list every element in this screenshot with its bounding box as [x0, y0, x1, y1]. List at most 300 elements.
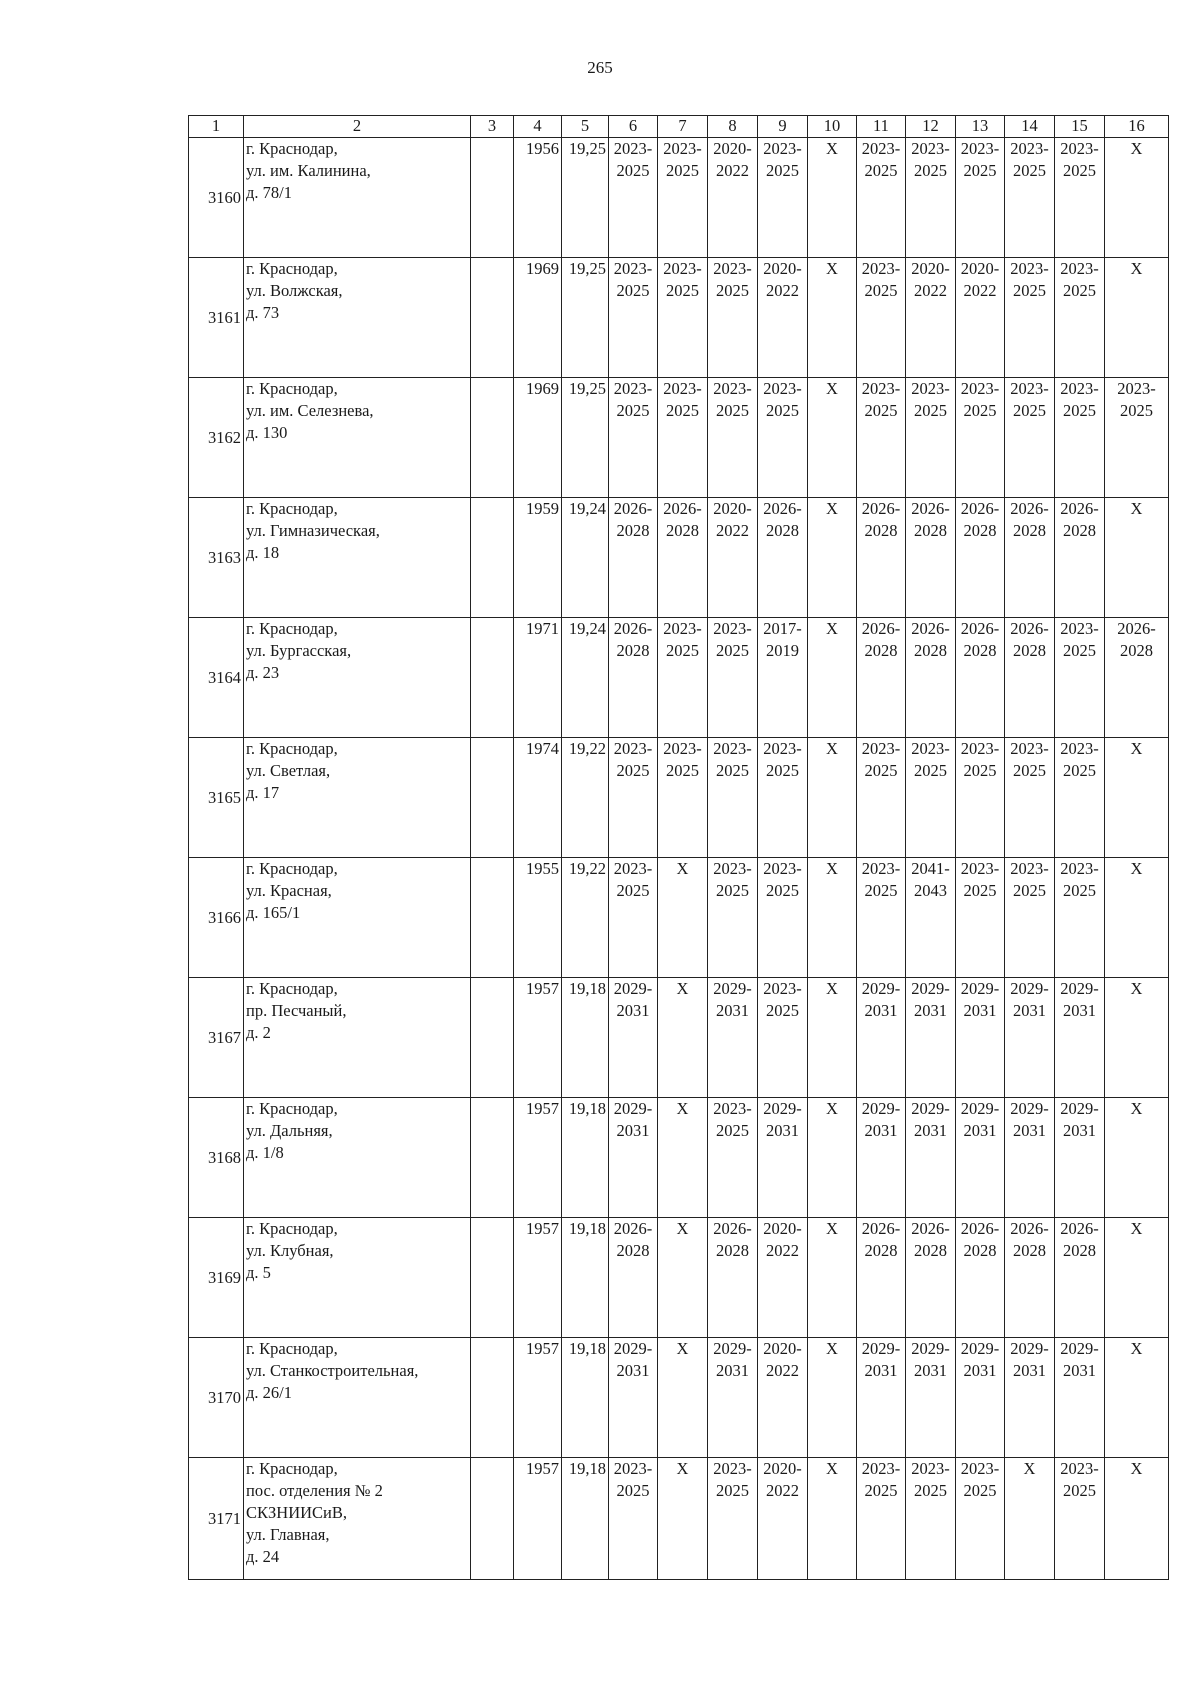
period-value: 2020- [763, 259, 802, 278]
period-value: 2017- [763, 619, 802, 638]
period-cell [1105, 738, 1169, 858]
period-cell [1055, 1458, 1105, 1580]
period-cell [808, 1338, 857, 1458]
registry-table [188, 115, 1169, 1580]
period-value: Х [1130, 1219, 1143, 1238]
period-cell [609, 258, 658, 378]
period-cell [906, 978, 956, 1098]
period-cell [956, 978, 1005, 1098]
period-value: 2023- [713, 1099, 752, 1118]
period-value: 2023- [1010, 739, 1049, 758]
period-value: 2025 [1013, 761, 1046, 780]
period-cell [906, 498, 956, 618]
period-cell [808, 978, 857, 1098]
period-value: Х [826, 739, 838, 758]
period-value: Х [676, 979, 689, 998]
address-line: ул. Красная, [246, 881, 332, 900]
period-value: 2025 [766, 401, 799, 420]
period-value: 2029- [1010, 979, 1049, 998]
column-header: 6 [609, 116, 658, 138]
period-cell [609, 618, 658, 738]
column-3-cell [471, 1458, 514, 1580]
period-cell [1005, 738, 1055, 858]
period-value: 2029- [1060, 1339, 1099, 1358]
period-value: 2025 [666, 401, 699, 420]
period-value: 2028 [616, 521, 650, 540]
period-cell [1105, 498, 1169, 618]
rate-cell: 19,24 [562, 498, 609, 618]
address-line: д. 78/1 [246, 183, 292, 202]
period-value: 2028 [666, 521, 699, 540]
period-value: 2028 [963, 521, 997, 540]
period-value: 2025 [666, 641, 699, 660]
period-value: 2026- [960, 1219, 1000, 1238]
period-value: 2023- [713, 739, 752, 758]
period-cell [708, 618, 758, 738]
period-value: 2026- [1117, 619, 1156, 638]
year-cell: 1959 [514, 498, 562, 618]
period-value: 2023- [613, 739, 653, 758]
period-value: 2025 [1063, 881, 1096, 900]
period-cell [906, 378, 956, 498]
period-value: 2029- [1060, 979, 1099, 998]
period-value: 2026- [861, 1219, 901, 1238]
period-value: Х [826, 1459, 838, 1478]
period-value: 2025 [1063, 641, 1096, 660]
address-line: д. 5 [246, 1263, 271, 1282]
period-value: 2025 [864, 881, 898, 900]
period-value: 2029- [713, 1339, 752, 1358]
address-line: г. Краснодар, [246, 139, 338, 158]
period-cell [1005, 1218, 1055, 1338]
address-line: г. Краснодар, [246, 619, 338, 638]
column-header: 13 [956, 116, 1005, 138]
period-value: 2025 [1120, 401, 1153, 420]
period-value: 2043 [914, 881, 947, 900]
period-cell [956, 1218, 1005, 1338]
period-value: 2023- [861, 859, 901, 878]
period-value: 2025 [914, 761, 947, 780]
period-value: 2023- [1010, 139, 1049, 158]
period-value: 2025 [1063, 761, 1096, 780]
period-value: 2023- [713, 259, 752, 278]
period-value: Х [1130, 499, 1143, 518]
period-value: 2023- [663, 259, 702, 278]
period-value: Х [676, 1219, 689, 1238]
period-value: 2025 [1063, 1481, 1096, 1500]
period-value: 2025 [1013, 401, 1046, 420]
period-value: Х [676, 1339, 689, 1358]
period-value: 2025 [1013, 281, 1046, 300]
period-cell [808, 138, 857, 258]
period-cell [758, 1338, 808, 1458]
period-value: 2023- [1010, 259, 1049, 278]
column-3-cell [471, 978, 514, 1098]
period-value: 2023- [861, 1459, 901, 1478]
period-value: 2026- [911, 1219, 950, 1238]
period-value: Х [826, 859, 838, 878]
period-value: 2022 [963, 281, 997, 300]
period-cell [857, 1338, 906, 1458]
column-header: 3 [471, 116, 514, 138]
period-value: 2031 [1013, 1121, 1046, 1140]
period-value: 2023- [1117, 379, 1156, 398]
address-line: д. 26/1 [246, 1383, 292, 1402]
period-value: 2023- [763, 139, 802, 158]
address-line: д. 17 [246, 783, 280, 802]
period-cell [1055, 378, 1105, 498]
period-value: 2020- [960, 259, 1000, 278]
period-value: 2023- [1060, 139, 1099, 158]
period-cell [658, 618, 708, 738]
address-line: г. Краснодар, [246, 859, 338, 878]
period-value: 2023- [763, 979, 802, 998]
period-value: 2022 [766, 1481, 799, 1500]
period-value: Х [676, 1099, 689, 1118]
period-cell [1005, 498, 1055, 618]
period-value: 2025 [766, 1001, 799, 1020]
period-cell [857, 1458, 906, 1580]
period-value: 2023- [613, 1459, 653, 1478]
period-value: 2026- [1010, 1219, 1049, 1238]
period-value: 2025 [616, 761, 650, 780]
address-line: пр. Песчаный, [246, 1001, 347, 1020]
address-line: д. 130 [246, 423, 288, 442]
period-cell [758, 378, 808, 498]
period-value: 2028 [914, 521, 947, 540]
address-line: ул. Станкостроительная, [246, 1361, 419, 1380]
period-value: 2025 [716, 281, 749, 300]
period-value: 2025 [1063, 161, 1096, 180]
period-cell [956, 858, 1005, 978]
period-value: 2031 [616, 1361, 650, 1380]
period-cell [1005, 1338, 1055, 1458]
period-cell [857, 498, 906, 618]
period-value: 2025 [716, 641, 749, 660]
rate-cell: 19,24 [562, 618, 609, 738]
period-value: 2028 [1120, 641, 1153, 660]
period-value: 2029- [613, 979, 653, 998]
period-value: 2031 [1013, 1361, 1046, 1380]
address-line: ул. им. Селезнева, [246, 401, 374, 420]
period-value: 2023- [911, 1459, 950, 1478]
period-cell [1055, 738, 1105, 858]
period-value: Х [1130, 1339, 1143, 1358]
table-row [189, 738, 1169, 858]
period-value: 2020- [763, 1219, 802, 1238]
period-value: 2026- [663, 499, 702, 518]
column-3-cell [471, 1218, 514, 1338]
column-header: 2 [244, 116, 471, 138]
period-cell [708, 738, 758, 858]
period-value: 2026- [911, 619, 950, 638]
period-value: 2025 [716, 1121, 749, 1140]
period-value: 2025 [616, 281, 650, 300]
period-value: 2023- [613, 139, 653, 158]
period-cell [956, 1098, 1005, 1218]
period-value: 2025 [963, 161, 997, 180]
page-number: 265 [587, 58, 613, 77]
period-cell [609, 978, 658, 1098]
period-cell [758, 858, 808, 978]
period-value: 2025 [616, 401, 650, 420]
column-header: 9 [758, 116, 808, 138]
period-cell [1055, 618, 1105, 738]
column-header: 1 [189, 116, 244, 138]
address-line: ул. им. Калинина, [246, 161, 371, 180]
period-cell [1105, 378, 1169, 498]
row-number: 3163 [189, 498, 244, 618]
rate-cell: 19,22 [562, 858, 609, 978]
period-cell [609, 138, 658, 258]
period-value: 2031 [1013, 1001, 1046, 1020]
period-value: Х [826, 979, 838, 998]
period-cell [906, 1098, 956, 1218]
period-cell [658, 1098, 708, 1218]
period-value: 2025 [963, 401, 997, 420]
period-value: 2028 [1013, 1241, 1046, 1260]
period-value: 2022 [766, 1241, 799, 1260]
table-row [189, 378, 1169, 498]
period-value: 2025 [864, 401, 898, 420]
address-cell [244, 378, 471, 498]
period-cell [1055, 138, 1105, 258]
period-value: Х [1130, 1459, 1143, 1478]
period-cell [956, 378, 1005, 498]
period-cell [956, 258, 1005, 378]
period-cell [658, 498, 708, 618]
column-header: 10 [808, 116, 857, 138]
period-cell [758, 1458, 808, 1580]
period-cell [956, 1338, 1005, 1458]
period-value: 2028 [616, 641, 650, 660]
period-cell [1105, 138, 1169, 258]
address-line: ул. Гимназическая, [246, 521, 380, 540]
period-value: 2028 [864, 1241, 898, 1260]
period-value: 2025 [864, 1481, 898, 1500]
period-value: 2020- [763, 1459, 802, 1478]
period-value: 2023- [861, 379, 901, 398]
address-line: г. Краснодар, [246, 259, 338, 278]
year-cell: 1971 [514, 618, 562, 738]
table-body [189, 138, 1169, 1580]
period-value: 2023- [960, 379, 1000, 398]
period-value: 2031 [1063, 1001, 1096, 1020]
period-value: 2026- [960, 499, 1000, 518]
period-cell [857, 1218, 906, 1338]
address-line: д. 165/1 [246, 903, 301, 922]
period-value: 2031 [864, 1121, 898, 1140]
period-value: 2029- [960, 1099, 1000, 1118]
row-number: 3167 [189, 978, 244, 1098]
period-cell [708, 1458, 758, 1580]
row-number: 3164 [189, 618, 244, 738]
period-value: 2023- [1060, 1459, 1099, 1478]
address-cell [244, 1338, 471, 1458]
period-value: 2026- [613, 1219, 653, 1238]
year-cell: 1957 [514, 1218, 562, 1338]
period-cell [658, 1218, 708, 1338]
period-cell [758, 1098, 808, 1218]
period-value: 2025 [1013, 881, 1046, 900]
address-cell [244, 138, 471, 258]
table-row [189, 1098, 1169, 1218]
period-value: 2029- [1010, 1099, 1049, 1118]
period-cell [857, 378, 906, 498]
rate-cell: 19,18 [562, 1218, 609, 1338]
period-value: 2026- [1010, 499, 1049, 518]
period-value: 2025 [666, 281, 699, 300]
column-3-cell [471, 1338, 514, 1458]
period-cell [906, 258, 956, 378]
period-value: 2023- [1060, 619, 1099, 638]
period-cell [956, 498, 1005, 618]
column-3-cell [471, 738, 514, 858]
period-value: 2031 [1063, 1121, 1096, 1140]
period-cell [906, 1218, 956, 1338]
column-3-cell [471, 1098, 514, 1218]
period-value: 2023- [960, 859, 1000, 878]
address-line: д. 23 [246, 663, 280, 682]
column-3-cell [471, 378, 514, 498]
period-value: 2025 [963, 1481, 997, 1500]
period-value: 2028 [716, 1241, 749, 1260]
period-value: 2025 [666, 761, 699, 780]
period-cell [758, 498, 808, 618]
period-value: 2025 [1063, 401, 1096, 420]
period-value: 2026- [763, 499, 802, 518]
period-value: Х [826, 1099, 838, 1118]
period-cell [1055, 1218, 1105, 1338]
table-row [189, 858, 1169, 978]
period-value: 2029- [1060, 1099, 1099, 1118]
row-number: 3166 [189, 858, 244, 978]
period-value: 2028 [864, 521, 898, 540]
address-cell [244, 1458, 471, 1580]
period-value: 2025 [914, 401, 947, 420]
period-value: 2029- [613, 1339, 653, 1358]
rate-cell: 19,25 [562, 258, 609, 378]
period-cell [658, 258, 708, 378]
period-value: 2031 [914, 1361, 947, 1380]
address-line: г. Краснодар, [246, 1219, 338, 1238]
period-value: 2025 [864, 161, 898, 180]
row-number: 3162 [189, 378, 244, 498]
period-cell [609, 498, 658, 618]
address-cell [244, 258, 471, 378]
period-value: 2026- [613, 619, 653, 638]
period-cell [609, 1098, 658, 1218]
period-value: 2023- [613, 859, 653, 878]
row-number: 3168 [189, 1098, 244, 1218]
table-row [189, 978, 1169, 1098]
period-value: 2028 [914, 641, 947, 660]
table-row [189, 1458, 1169, 1580]
period-value: 2023- [861, 259, 901, 278]
year-cell: 1957 [514, 1338, 562, 1458]
period-value: 2031 [1063, 1361, 1096, 1380]
period-cell [708, 138, 758, 258]
period-value: 2025 [864, 281, 898, 300]
header-row [189, 116, 1169, 138]
table-row [189, 498, 1169, 618]
period-value: 2023- [713, 1459, 752, 1478]
period-cell [658, 138, 708, 258]
period-cell [708, 378, 758, 498]
period-cell [906, 1338, 956, 1458]
period-value: 2031 [864, 1001, 898, 1020]
period-cell [658, 378, 708, 498]
period-value: 2028 [616, 1241, 650, 1260]
period-value: 2025 [766, 761, 799, 780]
period-value: 2028 [963, 1241, 997, 1260]
address-line: г. Краснодар, [246, 379, 338, 398]
period-value: Х [826, 139, 838, 158]
period-cell [708, 498, 758, 618]
period-cell [658, 978, 708, 1098]
period-cell [857, 1098, 906, 1218]
period-value: 2023- [911, 379, 950, 398]
period-cell [956, 738, 1005, 858]
period-cell [857, 978, 906, 1098]
period-value: 2026- [713, 1219, 752, 1238]
year-cell: 1969 [514, 378, 562, 498]
period-cell [1005, 858, 1055, 978]
period-value: 2028 [1013, 521, 1046, 540]
period-value: 2029- [960, 979, 1000, 998]
period-cell [658, 1338, 708, 1458]
period-value: 2041- [911, 859, 950, 878]
period-value: Х [826, 619, 838, 638]
period-cell [808, 498, 857, 618]
period-cell [609, 1338, 658, 1458]
address-line: СКЗНИИСиВ, [246, 1503, 347, 1522]
period-value: 2026- [911, 499, 950, 518]
table-row [189, 258, 1169, 378]
period-cell [708, 1098, 758, 1218]
period-cell [1105, 1098, 1169, 1218]
address-line: д. 18 [246, 543, 280, 562]
period-value: 2026- [1060, 499, 1099, 518]
period-value: 2020- [763, 1339, 802, 1358]
period-value: 2025 [766, 161, 799, 180]
period-value: 2025 [716, 401, 749, 420]
period-value: Х [826, 1219, 838, 1238]
address-line: г. Краснодар, [246, 1339, 338, 1358]
period-value: 2025 [716, 1481, 749, 1500]
period-cell [1105, 1458, 1169, 1580]
period-cell [708, 1338, 758, 1458]
period-value: 2026- [1060, 1219, 1099, 1238]
period-cell [808, 858, 857, 978]
period-cell [857, 618, 906, 738]
period-value: 2025 [616, 881, 650, 900]
period-value: 2025 [963, 761, 997, 780]
period-value: Х [1130, 1099, 1143, 1118]
period-value: 2029- [713, 979, 752, 998]
period-value: Х [826, 379, 838, 398]
table-row [189, 1218, 1169, 1338]
period-value: 2029- [861, 979, 901, 998]
row-number: 3171 [189, 1458, 244, 1580]
column-3-cell [471, 618, 514, 738]
address-line: д. 2 [246, 1023, 271, 1042]
period-value: 2023- [713, 619, 752, 638]
period-cell [1005, 1098, 1055, 1218]
period-cell [1005, 618, 1055, 738]
address-cell [244, 978, 471, 1098]
period-cell [758, 1218, 808, 1338]
